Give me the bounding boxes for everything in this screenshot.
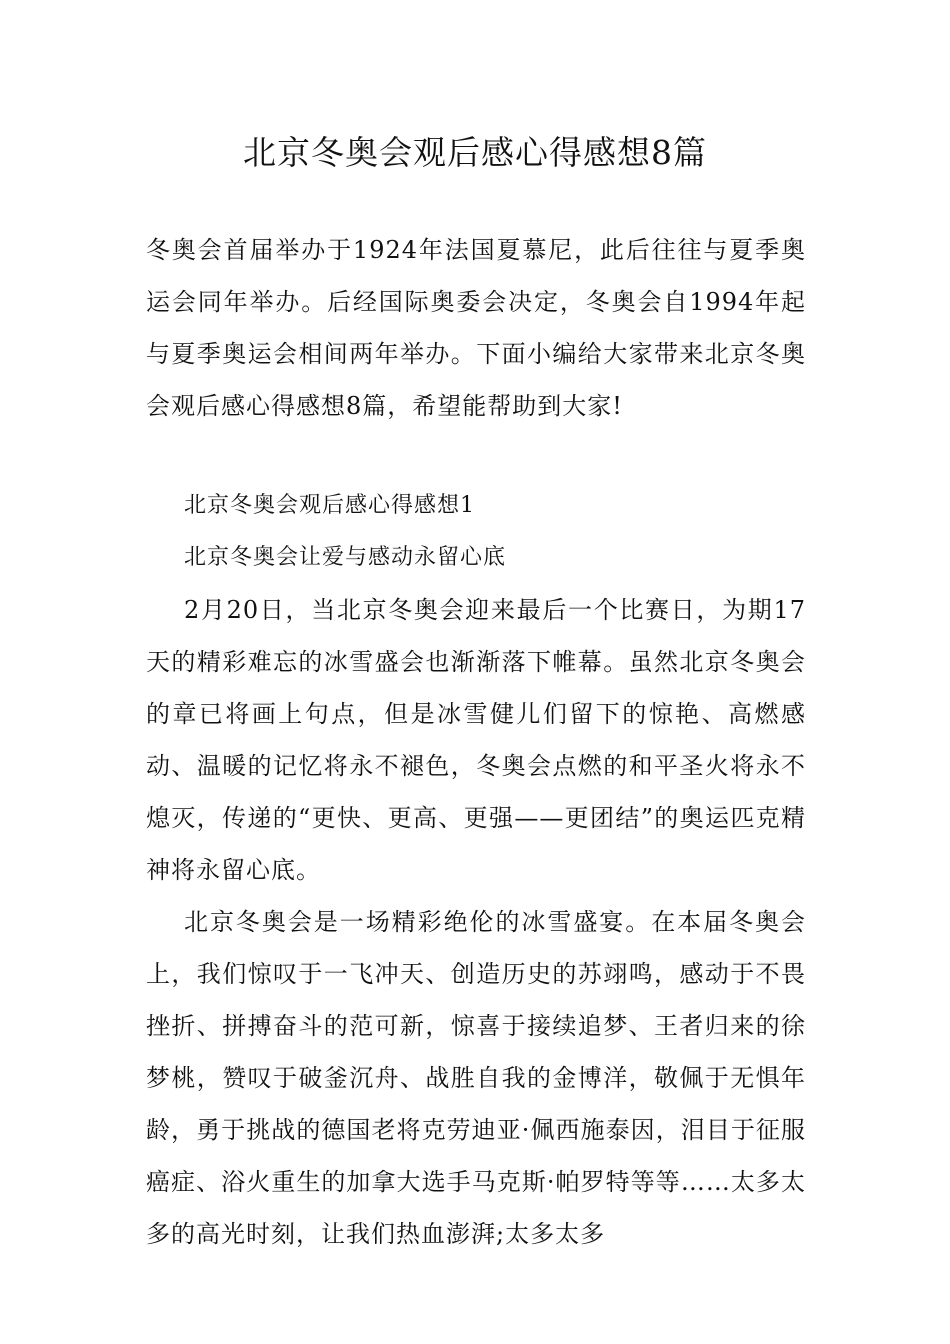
section-heading: 北京冬奥会观后感心得感想1	[184, 493, 475, 518]
intro-paragraph: 冬奥会首届举办于1924年法国夏慕尼，此后往往与夏季奥运会同年举办。后经国际奥委会决定，冬奥会自1994年起与夏季奥运会相间两年举办。下面小编给大家带来北京冬奥会观后感心得感想8篇，希望能帮助到大家!	[146, 236, 806, 420]
document-body	[146, 224, 806, 1260]
body-paragraph-2: 北京冬奥会是一场精彩绝伦的冰雪盛宴。在本届冬奥会上，我们惊叹于一飞冲天、创造历史的苏翊鸣，感动于不畏挫折、拼搏奋斗的范可新，惊喜于接续追梦、王者归来的徐梦桃，赞叹于破釜沉舟、战胜自我的金博洋，敬佩于无惧年龄，勇于挑战的德国老将克劳迪亚·佩西施泰因，泪目于征服癌症、浴火重生的加拿大选手马克斯·帕罗特等等……太多太多的高光时刻，让我们热血澎湃;太多太多	[146, 908, 806, 1248]
document-title: 北京冬奥会观后感心得感想8篇	[243, 133, 707, 172]
section-subheading: 北京冬奥会让爱与感动永留心底	[184, 545, 507, 570]
body-paragraph-1: 2月20日，当北京冬奥会迎来最后一个比赛日，为期17天的精彩难忘的冰雪盛会也渐渐落下帷幕。虽然北京冬奥会的章已将画上句点，但是冰雪健儿们留下的惊艳、高燃感动、温暖的记忆将永不褪色，冬奥会点燃的和平圣火将永不熄灭，传递的“更快、更高、更强——更团结”的奥运匹克精神将永留心底。	[146, 596, 806, 884]
